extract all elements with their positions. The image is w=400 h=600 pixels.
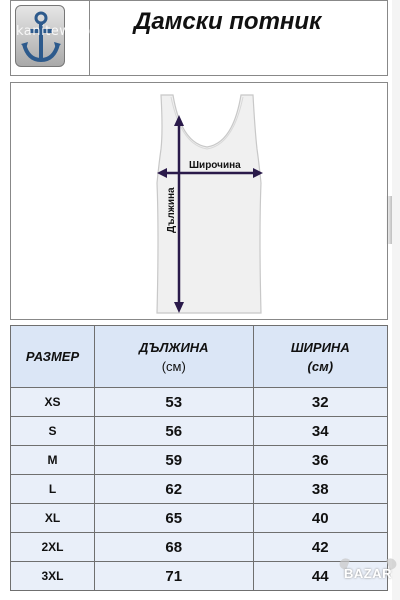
- row-length: 68: [95, 533, 254, 562]
- header-width: ШИРИНА (см): [253, 326, 387, 388]
- width-label: Широчина: [189, 160, 241, 171]
- header-length-unit: (см): [161, 358, 186, 374]
- row-width: 44: [253, 562, 387, 591]
- table-row: [11, 475, 388, 504]
- size-table: [10, 325, 388, 591]
- row-length: 59: [95, 446, 254, 475]
- row-size: 2XL: [11, 533, 95, 562]
- header-width-unit: (см): [307, 358, 334, 374]
- table-row: [11, 417, 388, 446]
- page-edge: [392, 0, 400, 600]
- row-width: 42: [253, 533, 387, 562]
- bazar-badge-text: BAZAR: [344, 566, 392, 581]
- row-length: 56: [95, 417, 254, 446]
- row-size: S: [11, 417, 95, 446]
- table-row: [11, 562, 388, 591]
- table-header-row: [11, 326, 388, 388]
- row-length: 71: [95, 562, 254, 591]
- watermark-text: kaniteworld: [16, 24, 98, 39]
- row-size: 3XL: [11, 562, 95, 591]
- row-width: 32: [253, 388, 387, 417]
- length-label: Дължина: [166, 187, 177, 233]
- garment-image-panel: [10, 82, 388, 320]
- page-title: Дамски потник: [134, 8, 322, 35]
- tank-top-illustration: [11, 83, 389, 321]
- row-length: 62: [95, 475, 254, 504]
- row-size: XL: [11, 504, 95, 533]
- row-size: M: [11, 446, 95, 475]
- row-length: 65: [95, 504, 254, 533]
- table-row: [11, 504, 388, 533]
- header-length: ДЪЛЖИНА (см): [95, 326, 254, 388]
- table-row: [11, 446, 388, 475]
- row-width: 34: [253, 417, 387, 446]
- row-width: 36: [253, 446, 387, 475]
- row-width: 38: [253, 475, 387, 504]
- table-row: [11, 533, 388, 562]
- row-width: 40: [253, 504, 387, 533]
- row-length: 53: [95, 388, 254, 417]
- header-size: РАЗМЕР: [11, 326, 95, 388]
- row-size: L: [11, 475, 95, 504]
- table-row: [11, 388, 388, 417]
- row-size: XS: [11, 388, 95, 417]
